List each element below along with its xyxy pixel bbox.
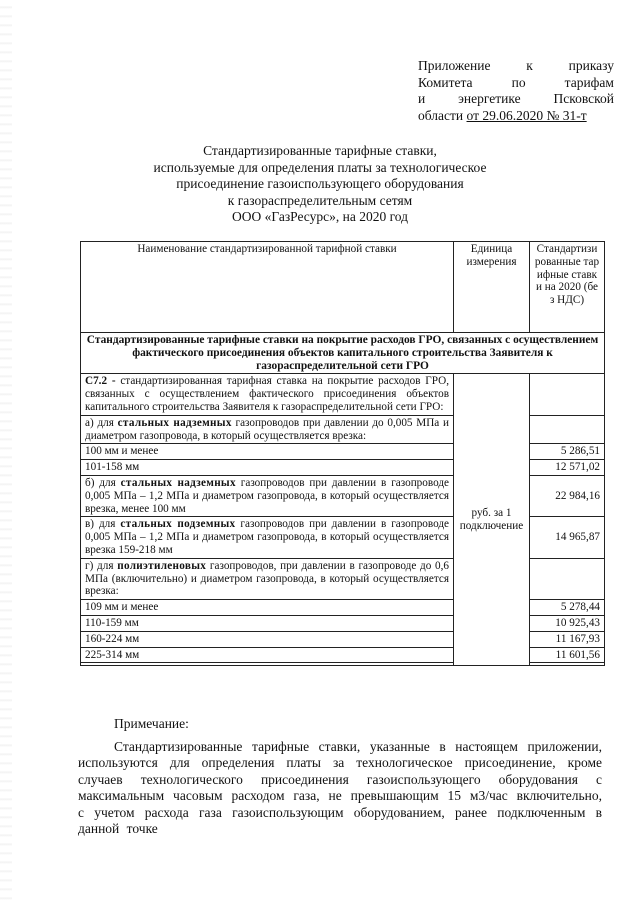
appendix-header [418, 58, 614, 124]
rate-c72 [81, 374, 454, 415]
row-value: 5 286,51 [530, 444, 605, 460]
empty-cell [530, 374, 605, 415]
appendix-word: области [418, 107, 464, 123]
order-date: от 29.06.2020 № 31-т [466, 107, 587, 123]
empty-cell [530, 663, 605, 666]
appendix-line-2 [418, 75, 614, 92]
appendix-word: к [526, 58, 533, 73]
pipe-type: полиэтиленовых [117, 559, 207, 572]
row-prefix: г) для [85, 559, 114, 572]
rate-b [81, 475, 454, 516]
header-rate: Стандартизированные тарифные ставки на 2020 (без НДС) [530, 242, 605, 333]
title-line: ООО «ГазРесурс», на 2020 год [231, 209, 409, 224]
header-name: Наименование стандартизированной тарифной ставки [81, 242, 454, 333]
row-prefix: а) для [85, 416, 114, 429]
appendix-word: Псковской [553, 91, 614, 106]
appendix-word: Комитета [418, 74, 473, 90]
row-text: газопроводов при давлении в газопроводе 0,005 МПа – 1,2 МПа и диаметром газопровода, в который осуществляется врезка 159-218 мм [85, 518, 450, 556]
row-prefix: б) для [85, 476, 116, 489]
appendix-word: и [418, 91, 426, 106]
row-text: газопроводов при давлении до 0,005 МПа и диаметром газопровода, в который осуществляется врезка: [85, 416, 450, 442]
row-value: 12 571,02 [530, 460, 605, 476]
table-header-row [81, 242, 605, 333]
appendix-line-3 [418, 91, 614, 108]
note-text: Стандартизированные тарифные ставки, указанные в настоящем приложении, используются для определения платы за технологическое присоединение, кроме случаев технологического присоединения газоиспользующего оборудования с максимальным часовым расходом газа, не превышающим 15 м3/час включительно, с учетом расхода газа газоиспользующим оборудованием, ранее подключенным в данной точке [78, 738, 602, 836]
row-value: 14 965,87 [530, 517, 605, 558]
pipe-type: стальных подземных [120, 518, 236, 531]
empty-cell [530, 415, 605, 444]
tariff-table [80, 241, 605, 666]
appendix-word: Приложение [418, 58, 491, 73]
rate-code: С7.2 - [85, 375, 116, 388]
row-label: 160-224 мм [81, 631, 454, 647]
appendix-word: по [511, 74, 526, 90]
row-label: 225-314 мм [81, 647, 454, 663]
note-block [78, 716, 602, 838]
row-text: газопроводов при давлении в газопроводе 0,005 МПа – 1,2 МПа и диаметром газопровода, в который осуществляется врезка, менее 100 мм [85, 476, 450, 515]
appendix-line-1 [418, 58, 614, 75]
empty-cell [81, 663, 454, 666]
note-caption: Примечание: [114, 716, 189, 731]
appendix-word: тарифам [564, 74, 614, 90]
title-line: присоединение газоиспользующего оборудования [176, 176, 464, 191]
rate-a [81, 415, 454, 444]
pipe-type: стальных надземных [117, 416, 232, 429]
row-value: 11 601,56 [530, 647, 605, 663]
table-row [81, 374, 605, 415]
document-title [100, 143, 540, 226]
section-title: Стандартизированные тарифные ставки на покрытие расходов ГРО, связанных с осуществлением фактического присоединения объектов капитального строительства Заявителя к газораспределительной сети ГРО [81, 333, 605, 374]
title-line: Стандартизированные тарифные ставки, [203, 143, 437, 158]
unit-cell: руб. за 1 подключение [454, 374, 530, 666]
rate-g [81, 558, 454, 599]
row-label: 109 мм и менее [81, 600, 454, 616]
row-value: 5 278,44 [530, 600, 605, 616]
row-prefix: в) для [85, 518, 116, 531]
section-row [81, 333, 605, 374]
appendix-word: приказу [568, 58, 614, 73]
title-line: используемые для определения платы за технологическое [153, 159, 487, 175]
appendix-word: энергетике [458, 91, 521, 106]
row-label: 110-159 мм [81, 615, 454, 631]
row-value: 10 925,43 [530, 615, 605, 631]
empty-cell [530, 558, 605, 599]
row-value: 22 984,16 [530, 475, 605, 516]
title-line: к газораспределительным сетям [227, 192, 413, 208]
row-label: 101-158 мм [81, 460, 454, 476]
pipe-type: стальных надземных [120, 476, 236, 489]
appendix-line-4 [418, 108, 614, 125]
header-unit: Единица измерения [454, 242, 530, 333]
rate-v [81, 517, 454, 558]
row-label: 100 мм и менее [81, 444, 454, 460]
scan-margin [0, 0, 12, 905]
row-text: газопроводов, при давлении в газопроводе до 0,6 МПа (включительно) и диаметром газопровода, в который осуществляется врезка: [85, 559, 450, 598]
row-value: 11 167,93 [530, 631, 605, 647]
rate-description: стандартизированная тарифная ставка на покрытие расходов ГРО, связанных с осуществлением фактического присоединения объектов капитального строительства Заявителя к газораспределительной сети ГРО: [85, 375, 449, 413]
